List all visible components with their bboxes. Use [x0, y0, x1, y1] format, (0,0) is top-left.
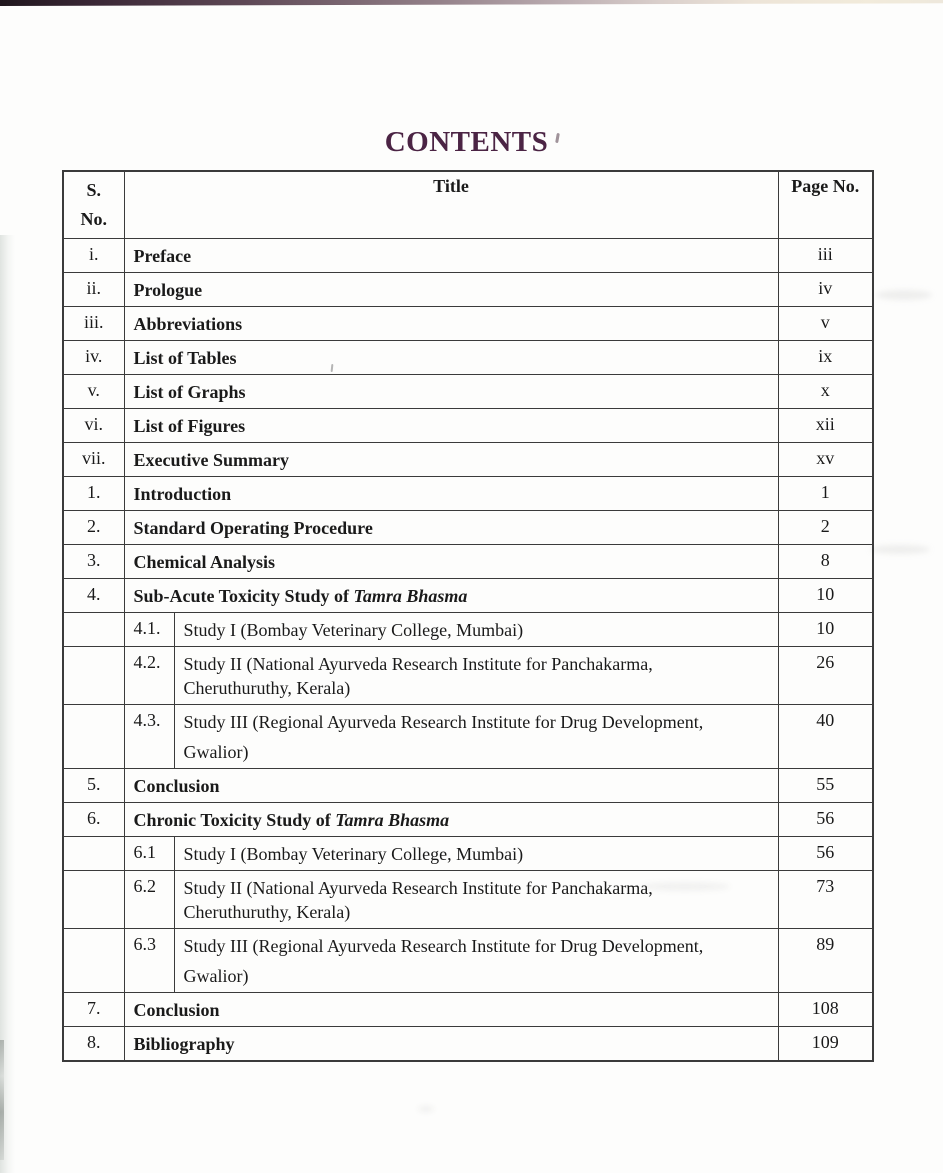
cell-serial-number: iv.	[63, 341, 124, 375]
cell-serial-number	[63, 929, 124, 993]
entry-text: Prologue	[133, 280, 203, 300]
entry-text: Preface	[133, 246, 192, 266]
cell-page-number: 10	[778, 579, 873, 613]
toc-subrow	[63, 871, 873, 929]
toc-subrow	[63, 705, 873, 769]
toc-subrow	[63, 929, 873, 993]
header-serial-line1: S.	[86, 180, 101, 200]
cell-page-number: 109	[778, 1027, 873, 1062]
toc-row	[63, 375, 873, 409]
entry-text: List of Graphs	[133, 382, 246, 402]
entry-text-line2: Gwalior)	[183, 742, 249, 762]
cell-page-number: iv	[778, 273, 873, 307]
toc-row	[63, 307, 873, 341]
entry-text: Chronic Toxicity Study of	[133, 810, 336, 830]
cell-page-number: ix	[778, 341, 873, 375]
scan-smudge	[870, 545, 930, 554]
cell-page-number: 56	[778, 837, 873, 871]
cell-serial-number: iii.	[63, 307, 124, 341]
toc-row	[63, 239, 873, 273]
entry-text: Standard Operating Procedure	[133, 518, 373, 538]
page-title: CONTENTS	[384, 126, 549, 158]
toc-row	[63, 803, 873, 837]
entry-text: Study III (Regional Ayurveda Research Institute for Drug Development,	[183, 712, 704, 732]
cell-serial-number	[63, 647, 124, 705]
cell-title	[124, 545, 778, 579]
cell-serial-number: 1.	[63, 477, 124, 511]
cell-sub-number: 6.1	[124, 837, 174, 871]
cell-serial-number: 2.	[63, 511, 124, 545]
contents-table	[62, 170, 874, 1062]
toc-row	[63, 273, 873, 307]
cell-serial-number: ii.	[63, 273, 124, 307]
cell-title	[124, 579, 778, 613]
cell-title	[124, 1027, 778, 1062]
entry-text: Study I (Bombay Veterinary College, Mumbai)	[183, 620, 524, 640]
cell-title	[174, 929, 778, 993]
cell-serial-number: 8.	[63, 1027, 124, 1062]
cell-serial-number: 3.	[63, 545, 124, 579]
cell-title	[174, 871, 778, 929]
cell-sub-number: 4.1.	[124, 613, 174, 647]
cell-title	[124, 239, 778, 273]
cell-serial-number: i.	[63, 239, 124, 273]
table-header	[63, 171, 873, 239]
cell-sub-number: 4.2.	[124, 647, 174, 705]
cell-title	[124, 443, 778, 477]
scan-artifact-top-edge	[0, 0, 943, 6]
cell-page-number: 8	[778, 545, 873, 579]
entry-text-italic: Tamra Bhasma	[353, 586, 468, 606]
cell-page-number: xv	[778, 443, 873, 477]
cell-page-number: 108	[778, 993, 873, 1027]
cell-serial-number	[63, 613, 124, 647]
scan-smudge	[418, 1106, 434, 1112]
entry-text: Study II (National Ayurveda Research Institute for Panchakarma,	[183, 878, 653, 898]
cell-title	[124, 375, 778, 409]
cell-serial-number	[63, 837, 124, 871]
cell-title	[174, 647, 778, 705]
cell-page-number: v	[778, 307, 873, 341]
header-row	[63, 171, 873, 239]
cell-page-number: 73	[778, 871, 873, 929]
cell-serial-number: 6.	[63, 803, 124, 837]
contents-rows	[63, 239, 873, 1062]
cell-page-number: x	[778, 375, 873, 409]
entry-text: Conclusion	[133, 1000, 220, 1020]
cell-serial-number	[63, 705, 124, 769]
cell-serial-number: vii.	[63, 443, 124, 477]
toc-row	[63, 511, 873, 545]
cell-page-number: xii	[778, 409, 873, 443]
header-page-number: Page No.	[778, 171, 873, 239]
cell-serial-number: vi.	[63, 409, 124, 443]
entry-text: List of Tables	[133, 348, 237, 368]
cell-title	[124, 993, 778, 1027]
toc-row	[63, 1027, 873, 1062]
entry-text: Sub-Acute Toxicity Study of	[133, 586, 354, 606]
cell-sub-number: 6.2	[124, 871, 174, 929]
entry-text: Conclusion	[133, 776, 220, 796]
cell-page-number: 40	[778, 705, 873, 769]
toc-row	[63, 579, 873, 613]
cell-page-number: 56	[778, 803, 873, 837]
cell-title	[124, 307, 778, 341]
cell-sub-number: 4.3.	[124, 705, 174, 769]
entry-text: Study II (National Ayurveda Research Institute for Panchakarma,	[183, 654, 653, 674]
cell-title	[124, 273, 778, 307]
cell-page-number: 1	[778, 477, 873, 511]
cell-title	[124, 803, 778, 837]
cell-serial-number	[63, 871, 124, 929]
toc-row	[63, 341, 873, 375]
header-serial-line2: No.	[80, 209, 107, 229]
entry-text: Executive Summary	[133, 450, 289, 470]
entry-text-line2: Gwalior)	[183, 966, 249, 986]
toc-row	[63, 545, 873, 579]
header-title: Title	[124, 171, 778, 239]
cell-serial-number: 5.	[63, 769, 124, 803]
toc-subrow	[63, 837, 873, 871]
cell-page-number: 89	[778, 929, 873, 993]
entry-text: Chemical Analysis	[133, 552, 276, 572]
cell-page-number: 55	[778, 769, 873, 803]
entry-text-italic: Tamra Bhasma	[335, 810, 450, 830]
scan-artifact-left-edge	[0, 235, 15, 1173]
cell-page-number: iii	[778, 239, 873, 273]
cell-title	[124, 341, 778, 375]
cell-title	[174, 837, 778, 871]
cell-page-number: 2	[778, 511, 873, 545]
cell-title	[124, 409, 778, 443]
toc-row	[63, 409, 873, 443]
cell-title	[124, 511, 778, 545]
toc-subrow	[63, 613, 873, 647]
toc-row	[63, 477, 873, 511]
scan-artifact-left-edge-dark	[0, 1040, 4, 1160]
cell-page-number: 26	[778, 647, 873, 705]
cell-title	[124, 769, 778, 803]
cell-serial-number: 4.	[63, 579, 124, 613]
header-serial-number	[63, 171, 124, 239]
cell-sub-number: 6.3	[124, 929, 174, 993]
toc-row	[63, 769, 873, 803]
entry-text: Study III (Regional Ayurveda Research Institute for Drug Development,	[183, 936, 704, 956]
cell-title	[174, 705, 778, 769]
scan-smudge	[876, 290, 932, 300]
entry-text: Abbreviations	[133, 314, 243, 334]
entry-text: Study I (Bombay Veterinary College, Mumbai)	[183, 844, 524, 864]
toc-row	[63, 993, 873, 1027]
toc-row	[63, 443, 873, 477]
cell-serial-number: 7.	[63, 993, 124, 1027]
entry-text-line2: Cheruthuruthy, Kerala)	[183, 678, 351, 698]
entry-text: Bibliography	[133, 1034, 235, 1054]
cell-title	[124, 477, 778, 511]
toc-subrow	[63, 647, 873, 705]
cell-page-number: 10	[778, 613, 873, 647]
entry-text: Introduction	[133, 484, 232, 504]
cell-title	[174, 613, 778, 647]
entry-text: List of Figures	[133, 416, 246, 436]
entry-text-line2: Cheruthuruthy, Kerala)	[183, 902, 351, 922]
cell-serial-number: v.	[63, 375, 124, 409]
